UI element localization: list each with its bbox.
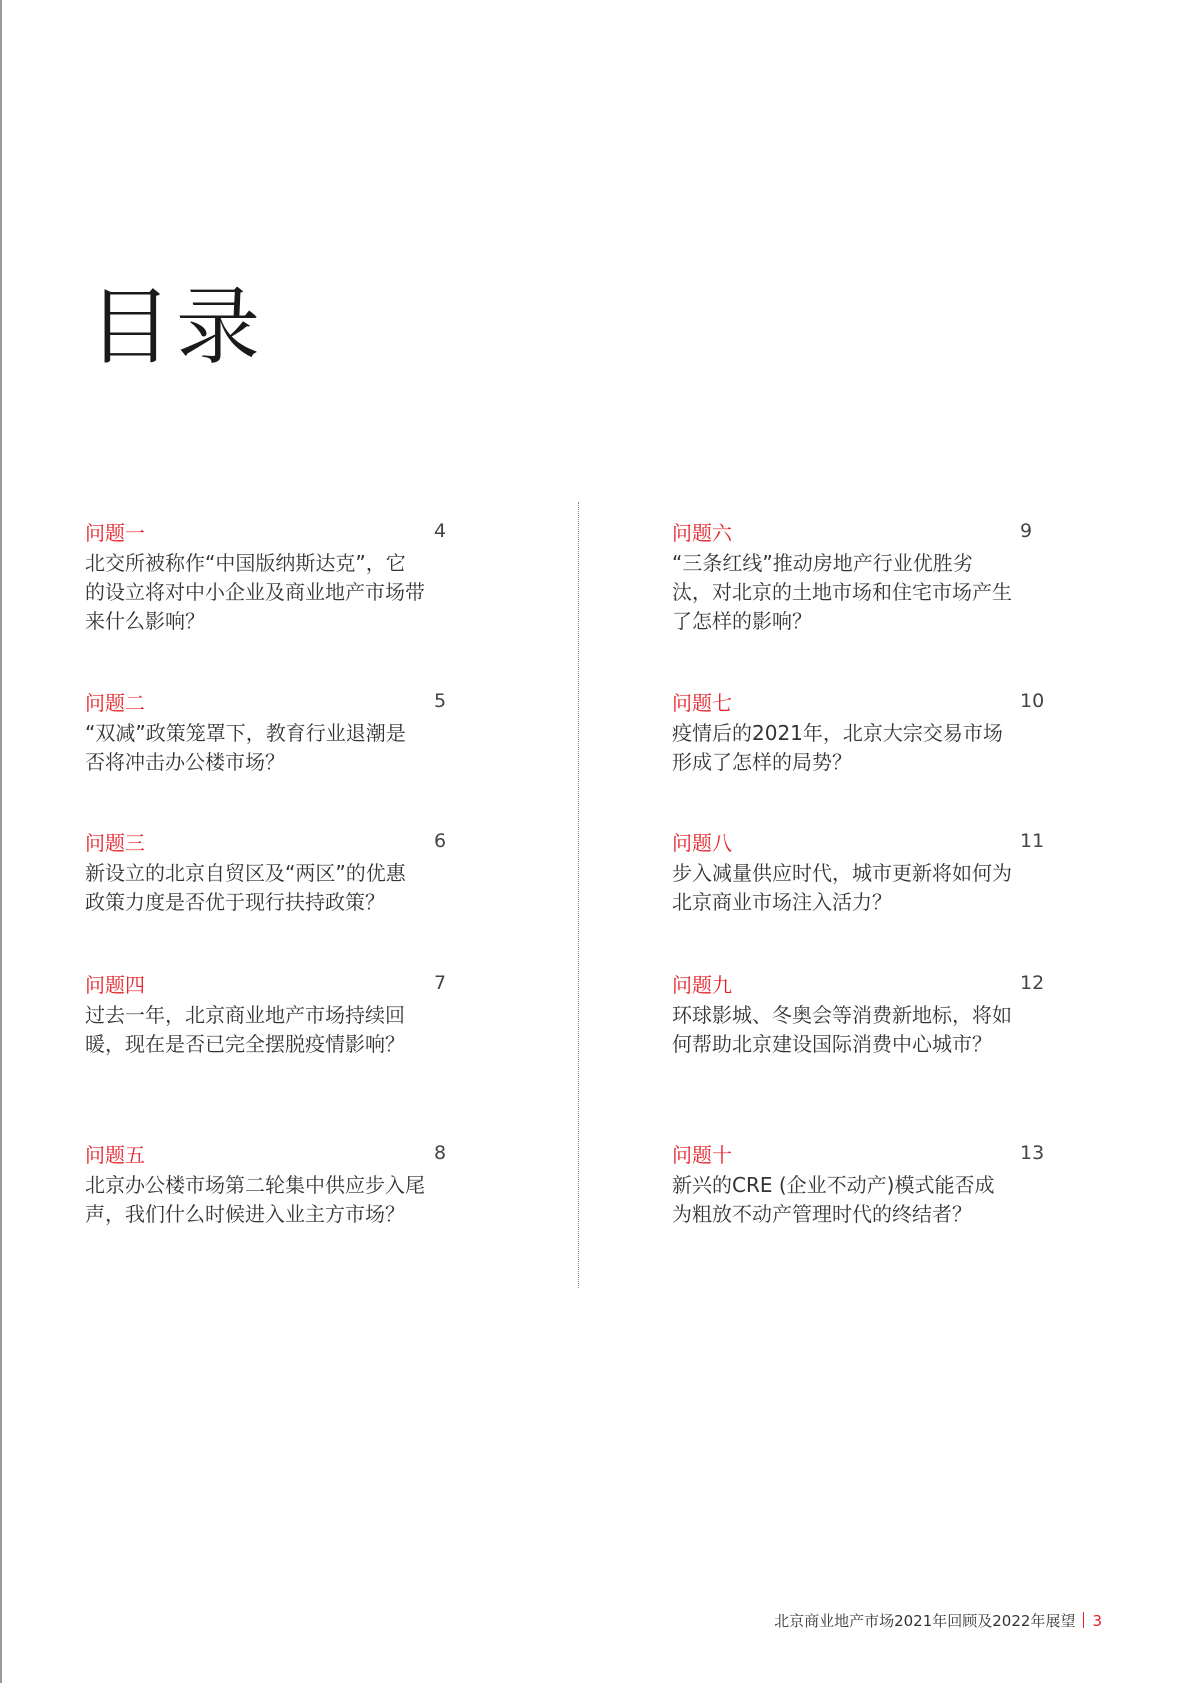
toc-entry-page-number: 9	[1020, 520, 1033, 542]
left-edge-rule	[0, 0, 2, 1683]
toc-entry-heading: 问题七	[672, 691, 732, 715]
toc-entry-description: 环球影城、冬奥会等消费新地标，将如何帮助北京建设国际消费中心城市？	[672, 1003, 1012, 1056]
toc-entry-heading: 问题六	[672, 521, 732, 545]
toc-entry-description: 疫情后的2021年，北京大宗交易市场形成了怎样的局势？	[672, 721, 1003, 774]
toc-entry-description: “三条红线”推动房地产行业优胜劣汰，对北京的土地市场和住宅市场产生了怎样的影响？	[672, 551, 1012, 633]
toc-entry-description: 北交所被称作“中国版纳斯达克”，它的设立将对中小企业及商业地产市场带来什么影响？	[85, 551, 425, 633]
toc-entry-2[interactable]	[85, 688, 425, 777]
toc-entry-heading: 问题四	[85, 973, 145, 997]
toc-entry-page-number: 11	[1020, 830, 1045, 852]
toc-entry-description: “双减”政策笼罩下，教育行业退潮是否将冲击办公楼市场？	[85, 721, 406, 774]
toc-entry-page-number: 10	[1020, 690, 1045, 712]
toc-entry-3[interactable]	[85, 828, 425, 917]
toc-entry-description: 步入减量供应时代，城市更新将如何为北京商业市场注入活力？	[672, 861, 1012, 914]
toc-entry-heading: 问题九	[672, 973, 732, 997]
toc-entry-heading: 问题三	[85, 831, 145, 855]
page-title: 目录	[88, 278, 265, 376]
toc-entry-8[interactable]	[672, 828, 1012, 917]
toc-entry-5[interactable]	[85, 1140, 425, 1229]
page-footer	[774, 1611, 1102, 1631]
toc-entry-description: 新设立的北京自贸区及“两区”的优惠政策力度是否优于现行扶持政策？	[85, 861, 406, 914]
toc-entry-7[interactable]	[672, 688, 1012, 777]
toc-entry-page-number: 8	[434, 1142, 447, 1164]
toc-entry-page-number: 5	[434, 690, 447, 712]
footer-report-title: 北京商业地产市场2021年回顾及2022年展望	[774, 1612, 1076, 1630]
toc-entry-heading: 问题二	[85, 691, 145, 715]
toc-entry-10[interactable]	[672, 1140, 1012, 1229]
toc-entry-page-number: 7	[434, 972, 447, 994]
toc-entry-description: 新兴的CRE (企业不动产)模式能否成为粗放不动产管理时代的终结者？	[672, 1173, 995, 1226]
footer-page-number: 3	[1092, 1612, 1102, 1630]
toc-entry-description: 过去一年，北京商业地产市场持续回暖，现在是否已完全摆脱疫情影响？	[85, 1003, 405, 1056]
toc-entry-page-number: 13	[1020, 1142, 1045, 1164]
toc-entry-1[interactable]	[85, 518, 425, 636]
toc-entry-page-number: 12	[1020, 972, 1045, 994]
toc-entry-page-number: 6	[434, 830, 447, 852]
toc-entry-heading: 问题五	[85, 1143, 145, 1167]
toc-entry-description: 北京办公楼市场第二轮集中供应步入尾声，我们什么时候进入业主方市场？	[85, 1173, 425, 1226]
toc-entry-6[interactable]	[672, 518, 1012, 636]
toc-entry-heading: 问题一	[85, 521, 145, 545]
footer-separator	[1083, 1612, 1084, 1628]
toc-entry-heading: 问题八	[672, 831, 732, 855]
toc-entry-4[interactable]	[85, 970, 425, 1059]
toc-entry-page-number: 4	[434, 520, 447, 542]
column-divider	[578, 502, 579, 1288]
toc-entry-heading: 问题十	[672, 1143, 732, 1167]
toc-entry-9[interactable]	[672, 970, 1012, 1059]
